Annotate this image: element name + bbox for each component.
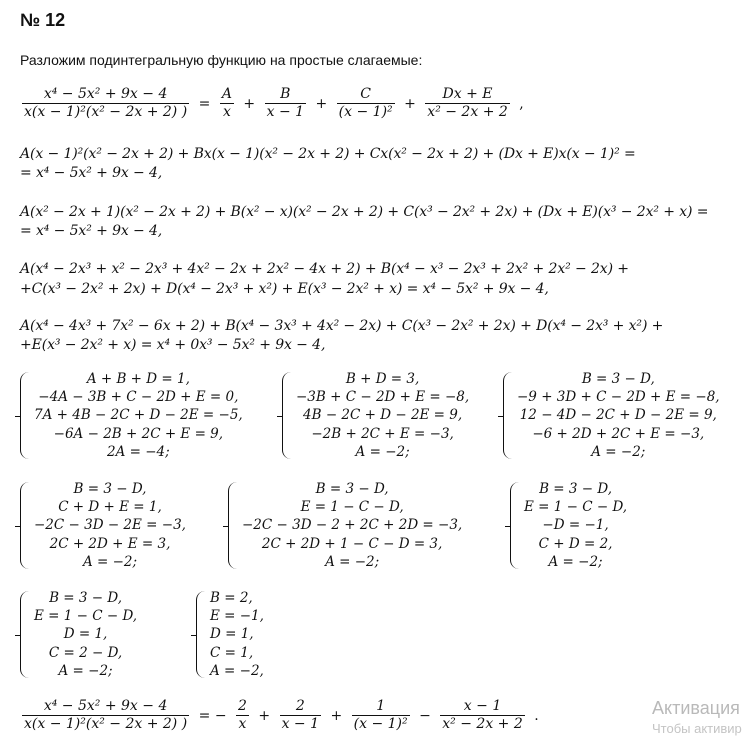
fraction-term: $\frac{1}{\text{(x − 1)²}}$ <box>353 698 408 732</box>
fraction-b: $\frac{B}{x - 1}$ <box>266 86 305 120</box>
equation-system: B = 3 − D, −9 + 3D + C − 2D + E = −8, 12 − 4D − 2C + D − 2E = 9, −6 + 2D + 2C + E = −3, A = −2; <box>503 370 720 461</box>
fraction-term: $\frac{2}{x - 1}$ <box>281 698 320 732</box>
equation-system: B + D = 3, −3B + C − 2D + E = −8, 4B − 2C + D − 2E = 9, −2B + 2C + E = −3, A = −2; <box>282 370 469 461</box>
expansion-line: +C(x³ − 2x² + 2x) + D(x⁴ − 2x³ + x²) + E(x³ − 2x² + x) = x⁴ − 5x² + 9x − 4, <box>20 281 549 297</box>
expansion-line: = x⁴ − 5x² + 9x − 4, <box>20 223 163 239</box>
expansion-line: A(x² − 2x + 1)(x² − 2x + 2) + B(x² − x)(x² − 2x + 2) + C(x³ − 2x² + 2x) + (Dx + E)(x³ − 2x² + x) = <box>20 204 709 220</box>
decomposition-equation: $\frac{\text{x⁴ − 5x² + 9x − 4}}{\text{x(x − 1)²(x² − 2x + 2) )}}$ = $\frac{A}{x}$ + $\frac{B}{x - 1}$ + $\frac{C}{\text{(x − 1)²}}$ + $\frac{Dx + E}{\text{x² − 2x + 2}}$ , <box>24 86 524 120</box>
brace <box>20 372 31 459</box>
brace <box>510 482 521 569</box>
equation-system: B = 3 − D, C + D + E = 1, −2C − 3D − 2E = −3, 2C + 2D + E = 3, A = −2; <box>20 480 186 571</box>
activation-watermark: Активация <box>652 698 740 718</box>
fraction-term: $\frac{x - 1}{\text{x² − 2x + 2}}$ <box>442 698 523 732</box>
activation-watermark-subtext: Чтобы активир <box>652 721 742 736</box>
brace <box>196 591 207 678</box>
fraction-term: $\frac{2}{x}$ <box>238 698 247 732</box>
equation-system: B = 2, E = −1, D = 1, C = 1, A = −2, <box>196 589 264 680</box>
equation-system: B = 3 − D, E = 1 − C − D, D = 1, C = 2 − D, A = −2; <box>20 589 137 680</box>
brace <box>20 591 31 678</box>
brace <box>503 372 514 459</box>
equation-system: A + B + D = 1, −4A − 3B + C − 2D + E = 0, 7A + 4B − 2C + D − 2E = −5, −6A − 2B + 2C + E = 9, 2A = −4; <box>20 370 243 461</box>
fraction-c: $\frac{C}{\text{(x − 1)²}}$ <box>338 86 393 120</box>
fraction-de: $\frac{Dx + E}{\text{x² − 2x + 2}}$ <box>427 86 508 120</box>
lhs-fraction: $\frac{\text{x⁴ − 5x² + 9x − 4}}{\text{x(x − 1)²(x² − 2x + 2) )}}$ <box>24 86 188 120</box>
brace <box>228 482 239 569</box>
intro-text: Разложим подинтегральную функцию на простые слагаемые: <box>20 52 423 68</box>
expansion-line: = x⁴ − 5x² + 9x − 4, <box>20 165 163 181</box>
problem-number: № 12 <box>20 10 66 30</box>
brace <box>282 372 293 459</box>
lhs-fraction: $\frac{\text{x⁴ − 5x² + 9x − 4}}{\text{x(x − 1)²(x² − 2x + 2) )}}$ <box>24 698 188 732</box>
expansion-line: A(x⁴ − 2x³ + x² − 2x³ + 4x² − 2x + 2x² − 4x + 2) + B(x⁴ − x³ − 2x³ + 2x² + 2x² − 2x) + <box>20 261 629 277</box>
equation-system: B = 3 − D, E = 1 − C − D, −2C − 3D − 2 + 2C + 2D = −3, 2C + 2D + 1 − C − D = 3, A = −2; <box>228 480 462 571</box>
expansion-line: A(x⁴ − 4x³ + 7x² − 6x + 2) + B(x⁴ − 3x³ + 4x² − 2x) + C(x³ − 2x² + 2x) + D(x⁴ − 2x³ + x²) + <box>20 318 664 334</box>
result-equation: $\frac{\text{x⁴ − 5x² + 9x − 4}}{\text{x(x − 1)²(x² − 2x + 2) )}}$ = − $\frac{2}{x}$ + $\frac{2}{x - 1}$ + $\frac{1}{\text{(x − 1)²}}$ − $\frac{x - 1}{\text{x² − 2x + 2}}$ . <box>24 698 539 732</box>
expansion-line: A(x − 1)²(x² − 2x + 2) + Bx(x − 1)(x² − 2x + 2) + Cx(x² − 2x + 2) + (Dx + E)x(x − 1)² = <box>20 146 636 162</box>
equation-system: B = 3 − D, E = 1 − C − D, −D = −1, C + D = 2, A = −2; <box>510 480 627 571</box>
fraction-a: $\frac{A}{x}$ <box>221 86 232 120</box>
brace <box>20 482 31 569</box>
expansion-line: +E(x³ − 2x² + x) = x⁴ + 0x³ − 5x² + 9x − 4, <box>20 337 326 353</box>
